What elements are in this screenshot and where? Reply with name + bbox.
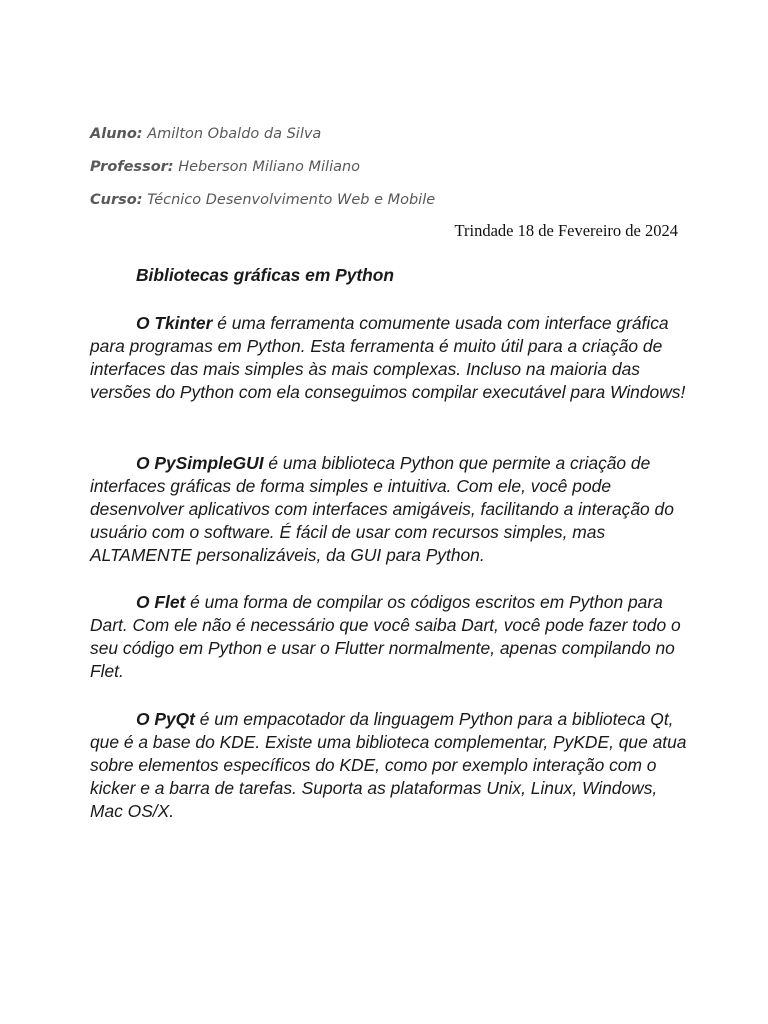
professor-line [90, 159, 360, 175]
paragraph-text: é uma biblioteca Python que permite a criação de interfaces gráficas de forma simples e intuitiva. Com ele, você pode desenvolver aplicativos com interfaces amigáveis, facilitando a interação do usuário com o software. É fácil de usar com recursos simples, mas ALTAMENTE personalizáveis, da GUI para Python. [90, 453, 674, 565]
student-label: Aluno: [90, 126, 143, 142]
document-title: Bibliotecas gráficas em Python [136, 265, 395, 285]
professor-name: Heberson Miliano Miliano [178, 159, 361, 175]
paragraph-text: é um empacotador da linguagem Python para a biblioteca Qt, que é a base do KDE. Existe uma biblioteca complementar, PyKDE, que atua sobre elementos específicos do KDE, como por exemplo interação com o kicker e a barra de tarefas. Suporta as plataformas Unix, Linux, Windows, Mac OS/X. [90, 709, 687, 821]
course-label: Curso: [90, 192, 143, 208]
professor-label: Professor: [90, 159, 174, 175]
student-line [90, 126, 321, 142]
paragraph-flet [90, 591, 690, 683]
course-name: Técnico Desenvolvimento Web e Mobile [147, 192, 436, 208]
paragraph-term: O Tkinter [136, 313, 213, 333]
paragraph-text: é uma forma de compilar os códigos escritos em Python para Dart. Com ele não é necessário que você saiba Dart, você pode fazer todo o seu código em Python e usar o Flutter normalmente, apenas compilando no Flet. [90, 592, 681, 681]
paragraph-pysimplegui [90, 452, 690, 567]
student-name: Amilton Obaldo da Silva [147, 126, 322, 142]
paragraph-pyqt [90, 708, 690, 823]
paragraph-term: O PySimpleGUI [136, 453, 264, 473]
paragraph-text: é uma ferramenta comumente usada com interface gráfica para programas em Python. Esta ferramenta é muito útil para a criação de interfaces das mais simples às mais complexas. Incluso na maioria das versões do Python com ela conseguimos compilar executável para Windows! [90, 313, 686, 402]
paragraph-term: O Flet [136, 592, 186, 612]
course-line [90, 192, 435, 208]
document-date: Trindade 18 de Fevereiro de 2024 [454, 221, 678, 240]
paragraph-term: O PyQt [136, 709, 195, 729]
paragraph-tkinter [90, 312, 690, 404]
